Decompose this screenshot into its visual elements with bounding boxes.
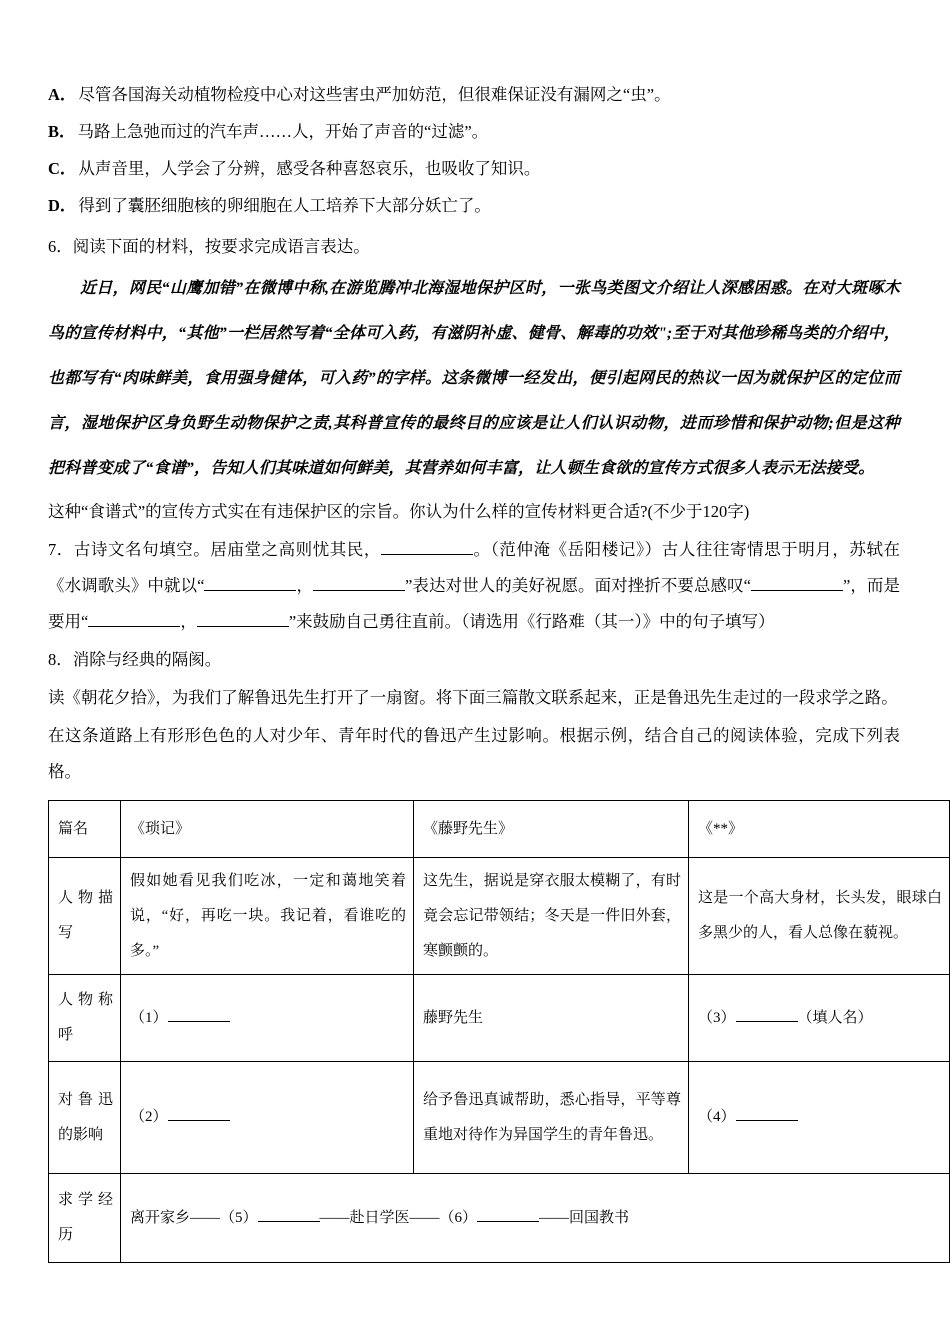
option-b-text: 马路上急弛而过的汽车声……人，开始了声音的“过滤”。 [77, 122, 489, 141]
cell-desc-suoji: 假如她看见我们吃冰，一定和蔼地笑着说，“好，再吃一块。我记着，看谁吃的多。” [121, 858, 414, 975]
cell-call-suoji-blank[interactable] [168, 1021, 230, 1022]
cell-infl-suoji-blank[interactable] [168, 1120, 230, 1121]
cell-infl-tengye: 给予鲁迅真诚帮助，悉心指导，平等尊重地对待作为异国学生的青年鲁迅。 [414, 1062, 689, 1174]
reading-table [48, 800, 950, 1263]
cell-experience-blank-6[interactable] [477, 1221, 539, 1222]
table-row-appellation [49, 975, 950, 1062]
option-d[interactable] [48, 187, 900, 224]
table-row-experience [49, 1174, 950, 1263]
question-7-part5: ”，而是要用“ [48, 576, 900, 631]
option-b[interactable] [48, 113, 900, 150]
cell-call-tengye: 藤野先生 [414, 975, 689, 1062]
question-7-part4: ”表达对世人的美好祝愿。面对挫折不要总感叹“ [405, 576, 751, 595]
cell-call-unknown-suffix: （填人名） [797, 1009, 873, 1026]
cell-infl-unknown[interactable] [689, 1062, 950, 1174]
row-label-influence: 对鲁迅的影响 [49, 1062, 121, 1174]
cell-experience-part-a: 离开家乡——（5） [130, 1209, 258, 1226]
question-7-blank-1[interactable] [381, 554, 473, 555]
table-row-title [49, 801, 950, 858]
question-7-blank-6[interactable] [197, 626, 289, 627]
question-7-part7: ”来鼓励自己勇往直前。（请选用《行路难（其一）》中的句子填写） [288, 612, 775, 631]
cell-infl-suoji-prefix: （2） [130, 1109, 168, 1125]
question-8-line-2: 在这条道路上有形形色色的人对少年、青年时代的鲁迅产生过影响。根据示例，结合自己的阅读体验，完成下列表格。 [48, 726, 900, 781]
cell-experience[interactable] [121, 1174, 950, 1263]
question-6-material: 近日，网民“山鹰加错”在微博中称,在游览腾冲北海湿地保护区时，一张鸟类图文介绍让人深感困惑。在对大斑啄木鸟的宣传材料中，“其他”一栏居然写着“全体可入药，有滋阴补虚、健骨、解毒的功效";至于对其他珍稀鸟类的介绍中，也都写有“肉味鲜美，食用强身健体，可入药”的字样。这条微博一经发出，便引起网民的热议一因为就保护区的定位而言，湿地保护区身负野生动物保护之责,其科普宣传的最终目的应该是让人们认识动物，进而珍惜和保护动物;但是这种把科普变成了“食谱”，告知人们其味道如何鲜美，其营养如何丰富，让人顿生食欲的宣传方式很多人表示无法接受。 [48, 280, 900, 477]
cell-call-suoji[interactable] [121, 975, 414, 1062]
question-7-part1: 7．古诗文名句填空。居庙堂之高则忧其民， [48, 540, 381, 559]
cell-title-tengye: 《藤野先生》 [414, 801, 689, 858]
row-label-title: 篇名 [49, 801, 121, 858]
table-row-description [49, 858, 950, 975]
cell-experience-part-c: ——回国教书 [539, 1209, 630, 1226]
table-row-influence [49, 1062, 950, 1174]
option-a-text: 尽管各国海关动植物检疫中心对这些害虫严加妨范，但很难保证没有漏网之“虫”。 [78, 85, 671, 104]
question-7-blank-2[interactable] [204, 590, 296, 591]
question-6-stem: 6．阅读下面的材料，按要求完成语言表达。 [48, 237, 370, 256]
question-6-prompt: 这种“食谱式”的宣传方式实在有违保护区的宗旨。你认为什么样的宣传材料更合适?(不少于120字) [48, 502, 750, 521]
cell-experience-blank-5[interactable] [258, 1221, 320, 1222]
question-7 [48, 532, 900, 640]
multiple-choice-options [48, 76, 900, 224]
cell-call-unknown-prefix: （3） [698, 1009, 736, 1026]
question-7-blank-3[interactable] [313, 590, 405, 591]
row-label-appellation: 人物称呼 [49, 975, 121, 1062]
option-d-label: D． [48, 196, 77, 215]
question-8-stem: 8．消除与经典的隔阂。 [48, 650, 222, 669]
row-label-description: 人物描写 [49, 858, 121, 975]
question-7-blank-5[interactable] [88, 626, 180, 627]
cell-call-suoji-prefix: （1） [130, 1009, 168, 1026]
question-7-part3: ， [296, 576, 314, 595]
question-8-line-1: 读《朝花夕拾》，为我们了解鲁迅先生打开了一扇窗。将下面三篇散文联系起来，正是鲁迅先生走过的一段求学之路。 [48, 688, 898, 707]
cell-infl-suoji[interactable] [121, 1062, 414, 1174]
cell-desc-tengye: 这先生，据说是穿衣服太模糊了，有时竟会忘记带领结；冬天是一件旧外套，寒颤颤的。 [414, 858, 689, 975]
cell-infl-unknown-prefix: （4） [698, 1109, 736, 1125]
cell-infl-unknown-blank[interactable] [736, 1120, 798, 1121]
option-b-label: B． [48, 122, 76, 141]
question-7-blank-4[interactable] [751, 590, 843, 591]
question-7-part2: 。（范仲淹《岳阳楼记》）古人往往寄情思于明月，苏轼在《水调歌头》中就以“ [48, 540, 901, 595]
cell-title-unknown: 《**》 [689, 801, 950, 858]
cell-desc-unknown: 这是一个高大身材，长头发，眼球白多黑少的人，看人总像在藐视。 [689, 858, 950, 975]
cell-call-unknown-blank[interactable] [736, 1021, 798, 1022]
option-c-text: 从声音里，人学会了分辨，感受各种喜怒哀乐，也吸收了知识。 [78, 159, 541, 178]
option-d-text: 得到了囊胚细胞核的卵细胞在人工培养下大部分妖亡了。 [78, 196, 491, 215]
option-c-label: C． [48, 159, 77, 178]
row-label-experience: 求学经历 [49, 1174, 121, 1263]
cell-experience-part-b: ——赴日学医——（6） [319, 1209, 478, 1226]
cell-call-unknown[interactable] [689, 975, 950, 1062]
option-a[interactable] [48, 76, 900, 113]
cell-title-suoji: 《琐记》 [121, 801, 414, 858]
question-7-part6: ， [180, 612, 197, 631]
option-a-label: A． [48, 85, 77, 104]
option-c[interactable] [48, 150, 900, 187]
